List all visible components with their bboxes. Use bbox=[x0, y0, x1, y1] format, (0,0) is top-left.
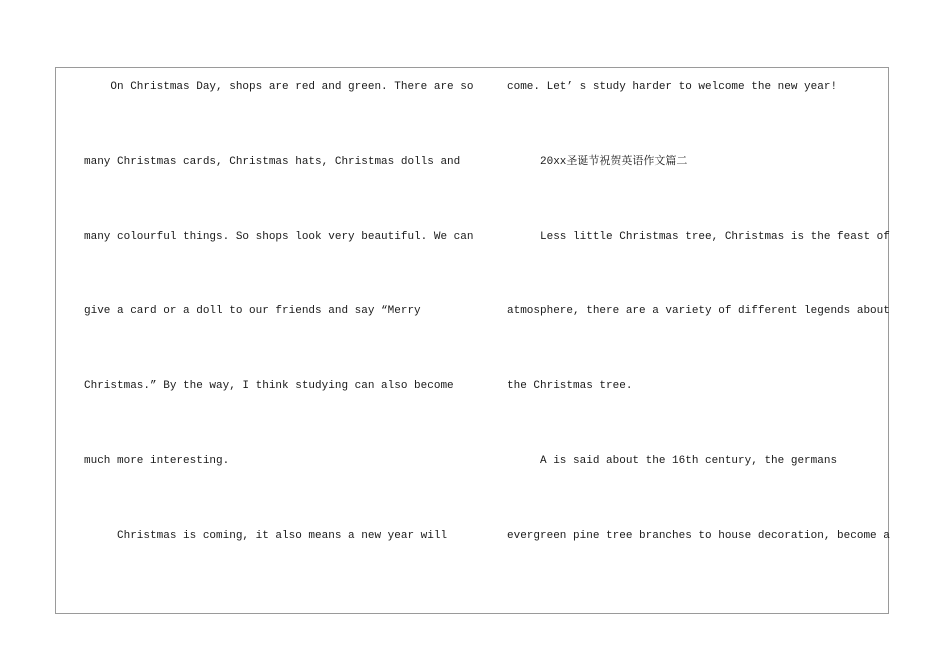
left-line-1: On Christmas Day, shops are red and green. There are so bbox=[84, 81, 474, 93]
left-line-7: Christmas is coming, it also means a new year will bbox=[84, 530, 448, 542]
right-line-1: come. Let’ s study harder to welcome the new year! bbox=[507, 81, 838, 93]
right-line-7: evergreen pine tree branches to house decoration, become a bbox=[507, 530, 890, 542]
left-line-5: Christmas.” By the way, I think studying can also become bbox=[84, 380, 454, 392]
right-line-4: atmosphere, there are a variety of different legends about bbox=[507, 305, 890, 317]
right-line-5: the Christmas tree. bbox=[507, 380, 633, 392]
right-line-2-heading: 20xx圣诞节祝贺英语作文篇二 bbox=[507, 156, 688, 168]
left-line-2: many Christmas cards, Christmas hats, Christmas dolls and bbox=[84, 156, 461, 168]
right-line-6: A is said about the 16th century, the germans bbox=[507, 455, 838, 467]
right-line-3: Less little Christmas tree, Christmas is the feast of bbox=[507, 231, 890, 243]
left-line-3: many colourful things. So shops look very beautiful. We can bbox=[84, 231, 474, 243]
left-line-4: give a card or a doll to our friends and say “Merry bbox=[84, 305, 421, 317]
left-line-6: much more interesting. bbox=[84, 455, 230, 467]
